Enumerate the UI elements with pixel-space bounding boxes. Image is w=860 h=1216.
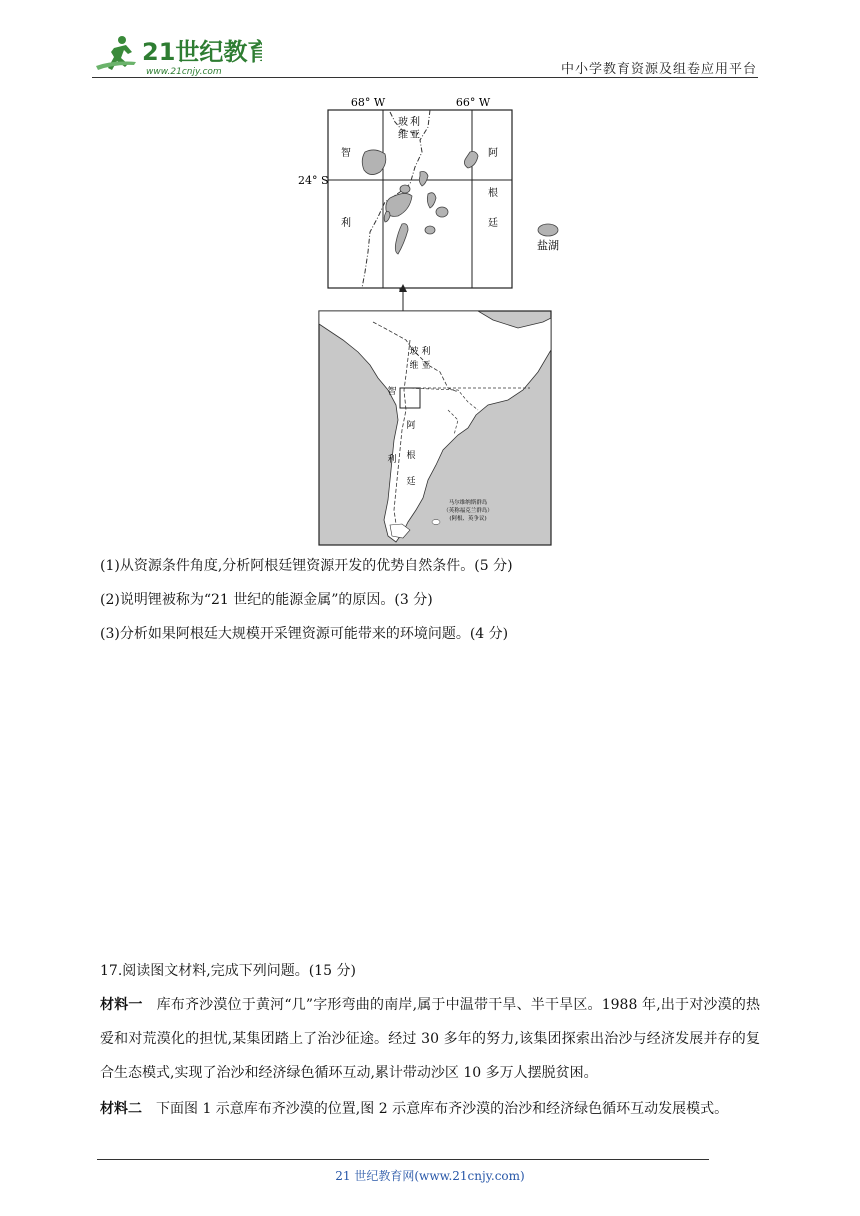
material-2 (100, 1092, 760, 1126)
runner-logo-icon (96, 36, 136, 70)
lon-label-66w: 66° W (455, 96, 491, 109)
problem-17-title: 17.阅读图文材料,完成下列问题。(15 分) (100, 963, 356, 979)
inset-bolivia-4: 亚 (410, 130, 420, 141)
legend-salt-lake-symbol (538, 224, 558, 236)
platform-name: 中小学教育资源及组卷应用平台 (560, 62, 757, 77)
inset-map (290, 92, 590, 292)
footer-divider (97, 1159, 709, 1160)
inset-argentina-2: 根 (488, 188, 498, 199)
material-2-text: 下面图 1 示意库布齐沙漠的位置,图 2 示意库布齐沙漠的治沙和经济绿色循环互动发展模式。 (156, 1101, 729, 1117)
main-bolivia-4: 亚 (421, 361, 431, 371)
inset-chile-1: 智 (341, 148, 351, 159)
inset-argentina-1: 阿 (488, 148, 498, 159)
falklands-note-1: 马尔维纳斯群岛 (448, 500, 488, 506)
inset-chile-2: 利 (341, 218, 351, 229)
question-1: (1)从资源条件角度,分析阿根廷锂资源开发的优势自然条件。(5 分) (100, 558, 513, 574)
inset-bolivia-3: 维 (398, 130, 408, 141)
logo-url: www.21cnjy.com (146, 67, 222, 77)
lon-label-68w: 68° W (350, 96, 386, 109)
inset-bolivia-1: 玻 (398, 117, 408, 128)
legend-salt-lake-label: 盐湖 (537, 239, 559, 252)
question-3: (3)分析如果阿根廷大规模开采锂资源可能带来的环境问题。(4 分) (100, 626, 509, 642)
site-logo (92, 30, 262, 80)
main-argentina-1: 阿 (406, 421, 416, 431)
main-bolivia-3: 维 (409, 361, 419, 371)
material-2-label: 材料二 (100, 1101, 142, 1117)
falklands-note-3: (阿根、英争议) (449, 516, 487, 522)
lat-label-24s: 24° S (298, 174, 329, 187)
header-divider (92, 77, 758, 78)
main-bolivia-1: 玻 (409, 347, 419, 357)
inset-frame (328, 110, 512, 288)
main-chile-2: 利 (387, 455, 397, 465)
main-chile-1: 智 (387, 387, 397, 397)
logo-title: 21世纪教育 (142, 38, 262, 66)
material-1 (100, 988, 760, 1090)
question-2: (2)说明锂被称为“21 世纪的能源金属”的原因。(3 分) (100, 592, 433, 608)
main-argentina-3: 廷 (406, 477, 416, 487)
main-bolivia-2: 利 (421, 347, 431, 357)
inset-bolivia-2: 利 (410, 117, 420, 128)
material-1-text: 库布齐沙漠位于黄河“几”字形弯曲的南岸,属于中温带干旱、半干旱区。1988 年,出于对沙漠的热爱和对荒漠化的担忧,某集团踏上了治沙征途。经过 30 多年的努力,该集团探索出治沙与经济发展并存的复合生态模式,实现了治沙和经济绿色循环互动,累计带动沙区 10 多万人摆脱贫困。 (100, 997, 761, 1081)
material-1-label: 材料一 (100, 997, 143, 1013)
falklands-note-2: （英称福克兰群岛） (443, 508, 493, 514)
inset-argentina-3: 廷 (488, 218, 498, 229)
footer-text[interactable]: 21 世纪教育网(www.21cnjy.com) (335, 1169, 525, 1183)
main-argentina-2: 根 (406, 451, 416, 461)
south-america-map (318, 310, 554, 548)
